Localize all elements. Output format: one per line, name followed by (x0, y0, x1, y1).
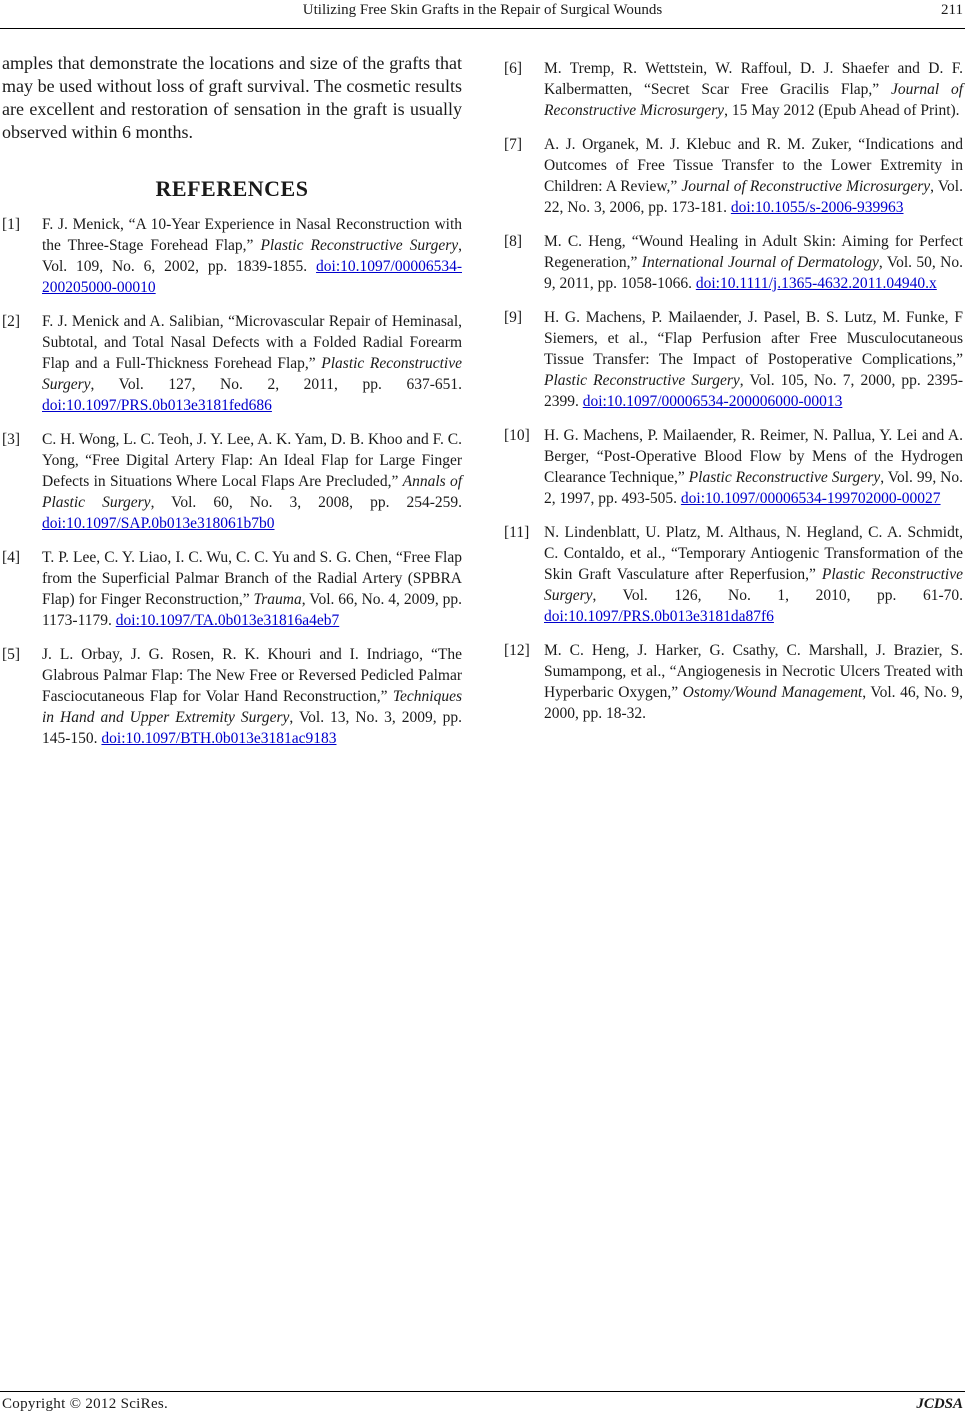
reference-details: , Vol. 60, No. 3, 2008, pp. 254-259. (150, 494, 462, 511)
reference-number: [4] (2, 549, 21, 566)
reference-number: [10] (504, 427, 530, 444)
reference-journal: Plastic Reconstructive Surgery (544, 566, 963, 604)
reference-entry (504, 425, 963, 509)
reference-details: , Vol. 66, No. 4, 2009, pp. 1173-1179. (42, 591, 462, 629)
reference-entry (2, 547, 462, 631)
reference-number: [2] (2, 313, 21, 330)
reference-list-left (2, 214, 462, 749)
reference-entry (504, 307, 963, 412)
reference-details: , Vol. 127, No. 2, 2011, pp. 637-651. (90, 376, 462, 393)
reference-entry (2, 429, 462, 534)
doi-link[interactable]: doi:10.1097/00006534-199702000-00027 (680, 490, 941, 507)
reference-authors-title: M. C. Heng, “Wound Healing in Adult Skin: Aiming for Perfect Regeneration,” (544, 233, 963, 271)
page-header (0, 0, 965, 29)
doi-link[interactable]: doi:10.1111/j.1365-4632.2011.04940.x (695, 275, 937, 292)
reference-authors-title: T. P. Lee, C. Y. Liao, I. C. Wu, C. C. Yu and S. G. Chen, “Free Flap from the Superficial Palmar Branch of the Radial Artery (SPBRA Flap) for Finger Reconstruction,” (42, 549, 462, 608)
reference-journal: Ostomy/Wound Management (682, 684, 863, 701)
doi-link[interactable]: doi:10.1097/00006534-200205000-00010 (42, 258, 462, 296)
left-column (2, 52, 462, 762)
reference-details: , Vol. 99, No. 2, 1997, pp. 493-505. (544, 469, 964, 507)
reference-authors-title: F. J. Menick, “A 10-Year Experience in Nasal Reconstruction with the Three-Stage Forehead Flap,” (42, 216, 462, 254)
doi-link[interactable]: doi:10.1055/s-2006-939963 (730, 199, 904, 216)
reference-details: , Vol. 46, No. 9, 2000, pp. 18-32. (544, 684, 963, 722)
reference-journal: Plastic Reconstructive Surgery (688, 469, 881, 486)
reference-journal: Journal of Reconstructive Microsurgery (544, 81, 964, 119)
reference-number: [12] (504, 642, 530, 659)
reference-entry (504, 640, 963, 724)
reference-authors-title: A. J. Organek, M. J. Klebuc and R. M. Zuker, “Indications and Outcomes of Free Tissue Transfer to the Lower Extremity in Children: A Review,” (544, 136, 963, 195)
reference-details: , Vol. 50, No. 9, 2011, pp. 1058-1066. (544, 254, 963, 292)
reference-number: [6] (504, 60, 523, 77)
reference-details: , Vol. 109, No. 6, 2002, pp. 1839-1855. (42, 237, 462, 275)
reference-authors-title: C. H. Wong, L. C. Teoh, J. Y. Lee, A. K. Yam, D. B. Khoo and F. C. Yong, “Free Digital Artery Flap: An Ideal Flap for Large Finger Defects in Situations Where Local Flaps Are Precluded,” (42, 431, 462, 490)
reference-journal: Plastic Reconstructive Surgery (42, 355, 462, 393)
doi-link[interactable]: doi:10.1097/PRS.0b013e3181fed686 (42, 397, 272, 414)
running-title: Utilizing Free Skin Grafts in the Repair of Surgical Wounds (302, 2, 663, 18)
intro-paragraph: amples that demonstrate the locations and size of the grafts that may be used without loss of graft survival. The cosmetic results are excellent and restoration of sensation in the graft is usually observed within 6 months. (2, 53, 462, 142)
doi-link[interactable]: doi:10.1097/PRS.0b013e3181da87f6 (544, 608, 774, 625)
reference-authors-title: N. Lindenblatt, U. Platz, M. Althaus, N. Hegland, C. A. Schmidt, C. Contaldo, et al., “Temporary Antiogenic Transformation of the Skin Graft Vasculature after Reperfusion,” (544, 524, 963, 583)
reference-authors-title: M. Tremp, R. Wettstein, W. Raffoul, D. J. Shaefer and D. F. Kalbermatten, “Secret Scar Free Gracilis Flap,” (544, 60, 963, 98)
reference-entry (504, 231, 963, 294)
copyright-notice: Copyright © 2012 SciRes. (2, 1396, 169, 1412)
reference-authors-title: J. L. Orbay, J. G. Rosen, R. K. Khouri and I. Indriago, “The Glabrous Palmar Flap: The New Free or Reversed Pedicled Palmar Fasciocutaneous Flap for Volar Hand Reconstruction,” (42, 646, 462, 705)
right-column (504, 58, 963, 737)
reference-entry (2, 214, 462, 298)
reference-entry (504, 134, 963, 218)
reference-details: , 15 May 2012 (Epub Ahead of Print). (724, 102, 960, 119)
reference-number: [1] (2, 216, 21, 233)
reference-details: , Vol. 22, No. 3, 2006, pp. 173-181. (544, 178, 963, 216)
reference-journal: Plastic Reconstructive Surgery (544, 372, 740, 389)
reference-journal: Journal of Reconstructive Microsurgery (681, 178, 931, 195)
reference-journal: International Journal of Dermatology (641, 254, 879, 271)
reference-details: , Vol. 105, No. 7, 2000, pp. 2395-2399. (544, 372, 963, 410)
reference-details: , Vol. 13, No. 3, 2009, pp. 145-150. (42, 709, 463, 747)
page-number: 211 (941, 2, 963, 18)
reference-number: [7] (504, 136, 523, 153)
reference-entry (2, 644, 462, 749)
reference-number: [11] (504, 524, 530, 541)
doi-link[interactable]: doi:10.1097/SAP.0b013e318061b7b0 (42, 515, 275, 532)
reference-authors-title: F. J. Menick and A. Salibian, “Microvascular Repair of Heminasal, Subtotal, and Total Nasal Defects with a Folded Radial Forearm Flap and a Full-Thickness Forehead Flap,” (42, 313, 462, 372)
doi-link[interactable]: doi:10.1097/00006534-200006000-00013 (582, 393, 843, 410)
reference-authors-title: M. C. Heng, J. Harker, G. Csathy, C. Marshall, J. Brazier, S. Sumampong, et al., “Angiogenesis in Necrotic Ulcers Treated with Hyperbaric Oxygen,” (544, 642, 963, 701)
reference-authors-title: H. G. Machens, P. Mailaender, R. Reimer, N. Pallua, Y. Lei and A. Berger, “Post-Operative Blood Flow by Mens of the Hydrogen Clearance Technique,” (544, 427, 963, 486)
reference-authors-title: H. G. Machens, P. Mailaender, J. Pasel, B. S. Lutz, M. Funke, F Siemers, et al., “Flap Perfusion after Free Musculocutaneous Tissue Transfer: The Impact of Postoperative Complications,” (544, 309, 963, 368)
reference-entry (504, 58, 963, 121)
reference-number: [8] (504, 233, 523, 250)
reference-journal: Trauma (253, 591, 302, 608)
reference-entry (504, 522, 963, 627)
doi-link[interactable]: doi:10.1097/TA.0b013e31816a4eb7 (115, 612, 340, 629)
reference-list-right (504, 58, 963, 724)
reference-journal: Plastic Reconstructive Surgery (260, 237, 459, 254)
reference-number: [3] (2, 431, 21, 448)
journal-abbrev: JCDSA (916, 1396, 963, 1412)
reference-number: [9] (504, 309, 523, 326)
reference-entry (2, 311, 462, 416)
reference-journal: Annals of Plastic Surgery (42, 473, 462, 511)
page-footer (0, 1391, 965, 1415)
reference-number: [5] (2, 646, 21, 663)
doi-link[interactable]: doi:10.1097/BTH.0b013e3181ac9183 (101, 730, 337, 747)
reference-details: , Vol. 126, No. 1, 2010, pp. 61-70. (592, 587, 963, 604)
references-heading: REFERENCES (155, 176, 309, 201)
reference-journal: Techniques in Hand and Upper Extremity Surgery (42, 688, 462, 726)
